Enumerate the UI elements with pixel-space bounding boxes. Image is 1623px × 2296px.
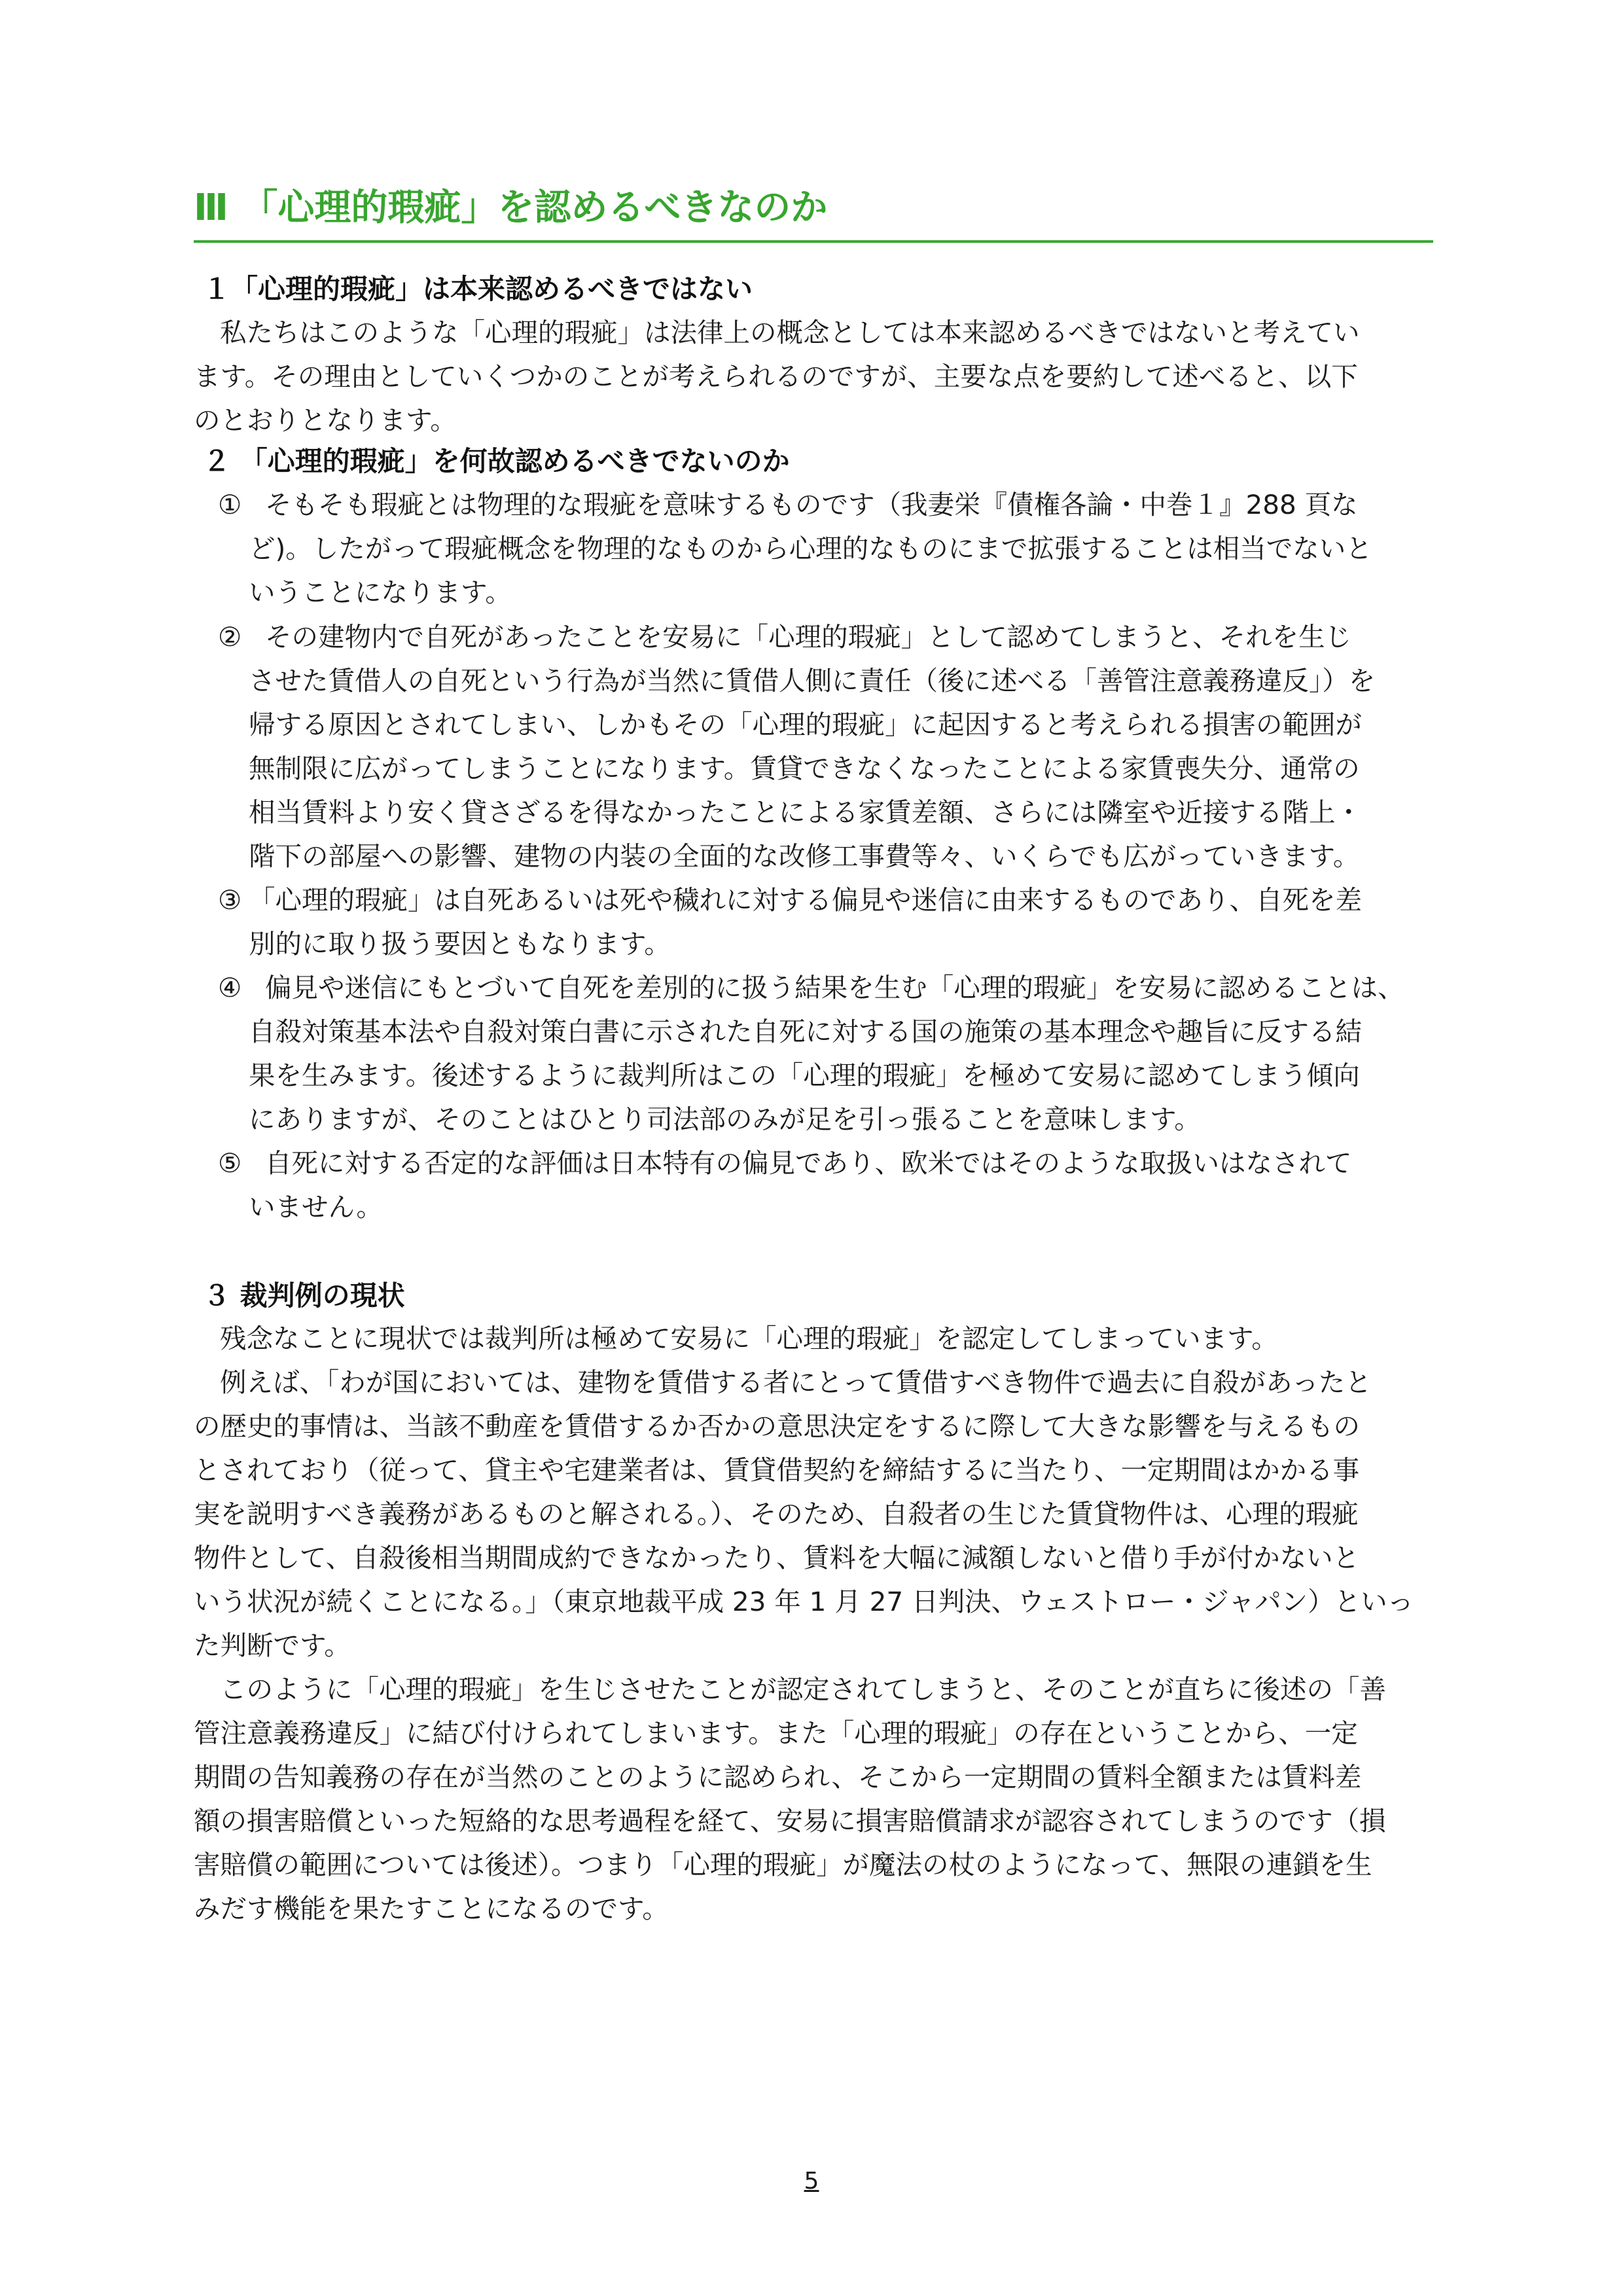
section-3-paragraph-1	[194, 1317, 1278, 1361]
list-item-line: ど)。したがって瑕疵概念を物理的なものから心理的なものにまで拡張することは相当でないと	[249, 533, 1372, 564]
section-3-paragraph-3	[194, 1668, 1386, 1931]
list-item-line: そもそも瑕疵とは物理的な瑕疵を意味するものです（我妻栄『債権各論・中巻１』288 頁な	[265, 489, 1358, 520]
list-item-line: いうことになります。	[249, 577, 512, 608]
list-item-3	[218, 878, 1362, 966]
list-item-line: 無制限に広がってしまうことになります。賃貸できなくなったことによる家賃喪失分、通常の	[249, 753, 1360, 784]
paragraph-line: このように「心理的瑕疵」を生じさせたことが認定されてしまうと、そのことが直ちに後述の「善	[220, 1674, 1386, 1705]
paragraph-line: た判断です。	[194, 1630, 351, 1661]
list-item-5	[218, 1141, 1352, 1229]
paragraph-line: 実を説明すべき義務があるものと解される。）、そのため、自殺者の生じた賃貸物件は、心理的瑕疵	[194, 1498, 1359, 1530]
paragraph-line: の歴史的事情は、当該不動産を賃借するか否かの意思決定をするに際して大きな影響を与えるもの	[194, 1410, 1360, 1442]
paragraph-line: ます。その理由としていくつかのことが考えられるのですが、主要な点を要約して述べると、以下	[194, 361, 1358, 392]
list-item-line: 別的に取り扱う要因ともなります。	[249, 928, 671, 960]
section-1-paragraph	[194, 311, 1360, 442]
paragraph-line: 例えば、「わが国においては、建物を賃借する者にとって賃借すべき物件で過去に自殺があったと	[220, 1367, 1372, 1398]
section-3-paragraph-2	[194, 1361, 1414, 1668]
list-item-1	[218, 483, 1372, 615]
list-item-line: 帰する原因とされてしまい、しかもその「心理的瑕疵」に起因すると考えられる損害の範囲が	[249, 709, 1362, 740]
page-number: 5	[804, 2168, 819, 2195]
paragraph-line: 管注意義務違反」に結び付けられてしまいます。また「心理的瑕疵」の存在ということから、一定	[194, 1717, 1358, 1749]
paragraph-line: のとおりとなります。	[194, 404, 457, 436]
list-marker: ③	[218, 884, 242, 916]
paragraph-line: みだす機能を果たすことになるのです。	[194, 1893, 669, 1924]
list-item-line: その建物内で自死があったことを安易に「心理的瑕疵」として認めてしまうと、それを生じ	[265, 621, 1352, 653]
paragraph-line: 期間の告知義務の存在が当然のことのように認められ、そこから一定期間の賃料全額または賃料差	[194, 1761, 1362, 1793]
paragraph-line: 残念なことに現状では裁判所は極めて安易に「心理的瑕疵」を認定してしまっています。	[220, 1323, 1278, 1354]
list-marker: ②	[218, 621, 242, 653]
paragraph-line: とされており（従って、貸主や宅建業者は、賃貸借契約を締結するに当たり、一定期間はかかる事	[194, 1454, 1360, 1486]
paragraph-line: 額の損害賠償といった短絡的な思考過程を経て、安易に損害賠償請求が認容されてしまうのです（損	[194, 1805, 1386, 1837]
list-item-line: 自死に対する否定的な評価は日本特有の偏見であり、欧米ではそのような取扱いはなされて	[265, 1147, 1352, 1179]
list-item-line: にありますが、そのことはひとり司法部のみが足を引っ張ることを意味します。	[249, 1103, 1201, 1135]
chapter-title: Ⅲ 「心理的瑕疵」を認めるべきなのか	[194, 187, 828, 229]
paragraph-line: 物件として、自殺後相当期間成約できなかったり、賃料を大幅に減額しないと借り手が付かないと	[194, 1542, 1360, 1573]
chapter-heading	[194, 180, 1433, 243]
list-marker: ⑤	[218, 1147, 242, 1179]
paragraph-line: 私たちはこのような「心理的瑕疵」は法律上の概念としては本来認めるべきではないと考えてい	[220, 317, 1360, 348]
list-item-line: いません。	[249, 1191, 383, 1223]
list-item-line: 果を生みます。後述するように裁判所はこの「心理的瑕疵」を極めて安易に認めてしまう傾向	[249, 1060, 1360, 1091]
list-item-line: 相当賃料より安く貸さざるを得なかったことによる家賃差額、さらには隣室や近接する階上・	[249, 797, 1362, 828]
list-item-line: 偏見や迷信にもとづいて自死を差別的に扱う結果を生む「心理的瑕疵」を安易に認めることは、	[265, 972, 1404, 1003]
section-3-title: ３ 裁判例の現状	[203, 1280, 405, 1312]
list-item-2	[218, 615, 1375, 878]
section-2-title: ２ 「心理的瑕疵」を何故認めるべきでないのか	[203, 445, 790, 477]
paragraph-line: いう状況が続くことになる。」（東京地裁平成 23 年 1 月 27 日判決、ウェストロー・ジャパン）といっ	[194, 1586, 1414, 1617]
list-item-line: 自殺対策基本法や自殺対策白書に示された自死に対する国の施策の基本理念や趣旨に反する結	[249, 1016, 1362, 1047]
list-marker: ①	[218, 489, 242, 520]
list-item-line: させた賃借人の自死という行為が当然に賃借人側に責任（後に述べる「善管注意義務違反」）を	[249, 665, 1376, 696]
paragraph-line: 害賠償の範囲については後述）。つまり「心理的瑕疵」が魔法の杖のようになって、無限の連鎖を生	[194, 1849, 1372, 1880]
list-item-line: 階下の部屋への影響、建物の内装の全面的な改修工事費等々、いくらでも広がっていきます。	[249, 840, 1360, 872]
list-item-4	[218, 966, 1404, 1141]
list-marker: ④	[218, 972, 242, 1003]
section-1-title: １「心理的瑕疵」は本来認めるべきではない	[203, 273, 753, 305]
list-item-line: 「心理的瑕疵」は自死あるいは死や穢れに対する偏見や迷信に由来するものであり、自死を差	[249, 884, 1362, 916]
